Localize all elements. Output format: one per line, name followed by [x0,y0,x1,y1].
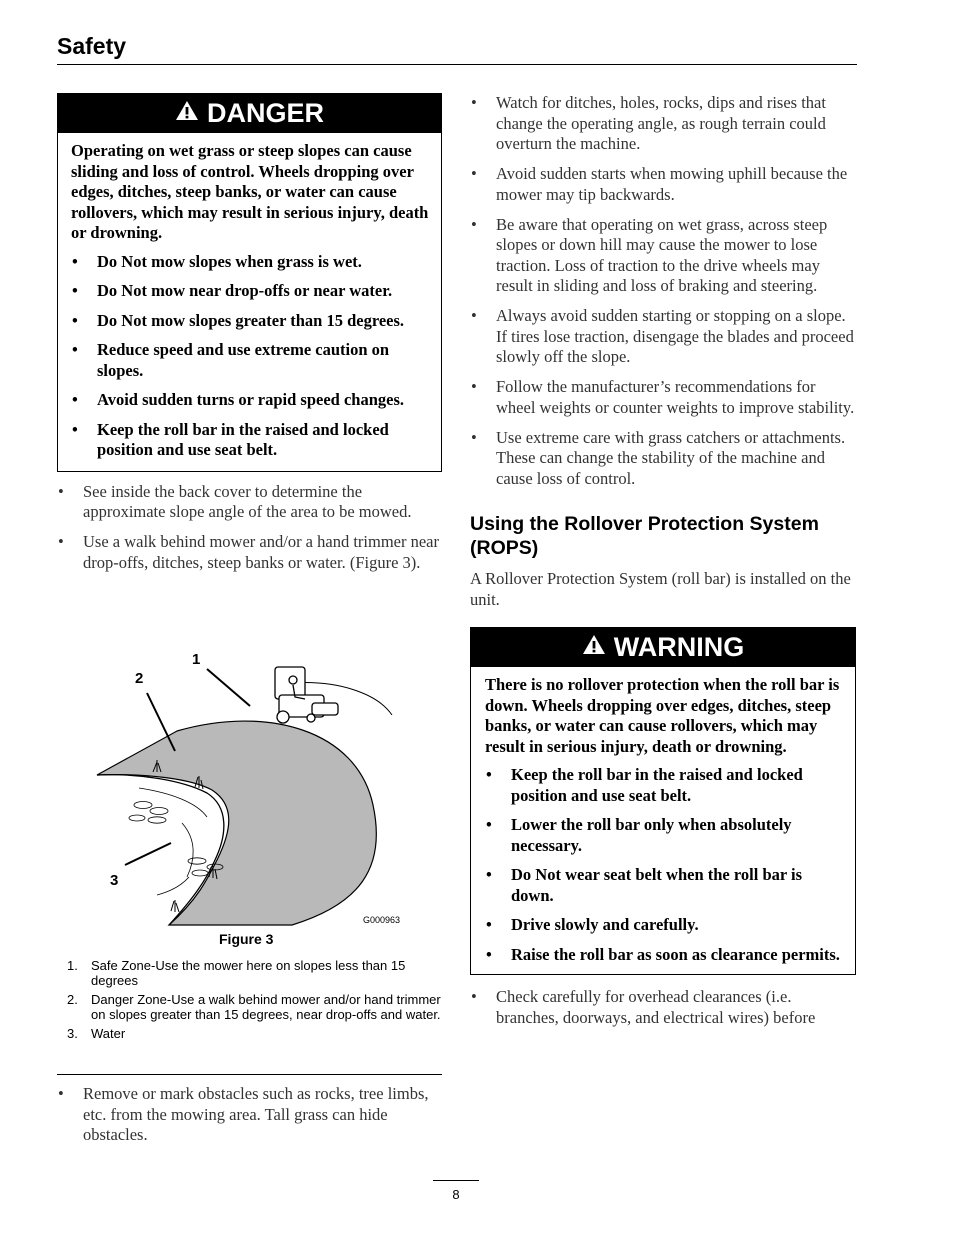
legend-text: Water [91,1026,126,1041]
bullet-dot: • [471,427,477,447]
danger-item [71,252,429,273]
warning-body [471,667,855,974]
right-column [470,93,856,1038]
figure-legend [57,958,442,1045]
bullet-dot: • [58,532,64,551]
page-number: 8 [433,1180,479,1202]
danger-item-text: Do Not mow slopes when grass is wet. [97,251,362,271]
danger-item-text: Do Not mow near drop-offs or near water. [97,281,393,300]
danger-item [71,390,429,411]
list-item [470,428,856,490]
list-item-text: Be aware that operating on wet grass, across steep slopes or down hill may cause the mower to lose traction. Loss of traction to the drive wheels may result in sliding and loss of braking and steering. [496,214,828,295]
bullet-dot: • [58,1084,64,1103]
bullet-dot: • [471,214,477,234]
warning-item-text: Drive slowly and carefully. [511,915,699,934]
warning-label: WARNING [613,632,745,662]
list-item-text: Use extreme care with grass catchers or attachments. These can change the stability of the machine and cause loss of control. [496,427,846,488]
bullet-dot: • [471,306,477,325]
bullet-dot: • [486,765,492,784]
figure-caption: Figure 3 [219,931,274,947]
bullet-dot: • [471,164,477,183]
figure-callout-3: 3 [110,872,119,889]
warning-header [471,628,855,667]
warning-callout [470,627,856,975]
list-item [470,987,856,1028]
terrain-bullets [470,93,856,489]
warning-item-text: Raise the roll bar as soon as clearance permits. [511,944,840,964]
danger-item-text: Keep the roll bar in the raised and locked position and use seat belt. [97,419,389,459]
warning-item [485,815,845,856]
danger-item-text: Avoid sudden turns or rapid speed changes. [97,390,404,409]
bullet-dot: • [72,310,78,330]
warning-intro: There is no rollover protection when the roll bar is down. Wheels dropping over edges, ditches, steep banks, or water can cause rollovers, which may result in serious injury, death or drowning. [485,675,840,756]
legend-item [57,1026,442,1041]
danger-header [58,94,441,133]
legend-number: 1. [67,958,78,973]
left-column [57,93,442,583]
danger-list [71,252,429,461]
danger-item [71,420,429,461]
bullet-dot: • [486,815,492,834]
legend-text: Safe Zone-Use the mower here on slopes less than 15 degrees [91,958,406,988]
bullet-dot: • [72,419,78,439]
rops-intro: A Rollover Protection System (roll bar) is installed on the unit. [470,569,851,609]
list-item-text: Use a walk behind mower and/or a hand trimmer near drop-offs, ditches, steep banks or water. (Figure 3). [83,532,439,572]
list-item-text: Remove or mark obstacles such as rocks, tree limbs, etc. from the mowing area. Tall grass can hide obstacles. [83,1084,429,1144]
warning-item [485,945,845,966]
list-item [57,482,442,523]
list-item [470,377,856,418]
bullet-dot: • [72,251,78,271]
slope-bullets [57,482,442,574]
list-item-text: See inside the back cover to determine the approximate slope angle of the area to be mowed. [83,481,412,521]
danger-item-text: Reduce speed and use extreme caution on slopes. [97,340,390,380]
warning-triangle-icon [582,627,606,666]
slope-zone-illustration [57,645,442,945]
danger-item [71,311,429,332]
bullet-dot: • [72,340,78,359]
list-item [470,215,856,297]
list-item [470,164,856,205]
warning-triangle-icon [175,93,199,132]
danger-label: DANGER [206,98,324,128]
figure-code: G000963 [363,915,401,925]
clearance-bullets [470,987,856,1028]
legend-number: 2. [67,992,78,1007]
warning-item [485,915,845,936]
list-item-text: Avoid sudden starts when mowing uphill because the mower may tip backwards. [496,164,848,204]
danger-intro: Operating on wet grass or steep slopes can cause sliding and loss of control. Wheels dropping over edges, ditches, steep banks, or water can cause rollovers, which may result in serious injury, death or drowning. [71,141,429,242]
bullet-dot: • [58,481,64,501]
bullet-dot: • [72,281,78,300]
list-item-text: Follow the manufacturer’s recommendations for wheel weights or counter weights to improve stability. [496,377,855,417]
legend-text: Danger Zone-Use a walk behind mower and/or hand trimmer on slopes greater than 15 degrees, near drop-offs and water. [91,992,441,1022]
danger-item [71,340,429,381]
list-item [57,532,442,573]
list-item [470,306,856,368]
legend-item [57,992,442,1022]
list-item-text: Check carefully for overhead clearances (i.e. branches, doorways, and electrical wires) before [496,987,816,1027]
legend-number: 3. [67,1026,78,1041]
warning-item [485,765,845,806]
list-item [470,93,856,155]
header-divider [57,64,857,65]
bullet-dot: • [72,390,78,409]
list-item [57,1084,442,1146]
warning-list [485,765,845,965]
warning-item [485,865,845,906]
bullet-dot: • [486,865,492,884]
bullet-dot: • [486,915,492,934]
warning-item-text: Do Not wear seat belt when the roll bar is down. [511,865,803,905]
figure-callout-2: 2 [135,670,144,687]
rops-heading: Using the Rollover Protection System (ROPS) [470,513,819,559]
bullet-dot: • [471,987,477,1006]
legend-item [57,958,442,988]
warning-item-text: Lower the roll bar only when absolutely necessary. [511,815,792,855]
warning-item-text: Keep the roll bar in the raised and locked position and use seat belt. [511,765,803,805]
danger-item [71,281,429,302]
danger-item-text: Do Not mow slopes greater than 15 degrees. [97,310,405,330]
bullet-dot: • [486,944,492,964]
page-section-title: Safety [57,33,127,59]
danger-body [58,133,441,471]
list-item-text: Watch for ditches, holes, rocks, dips and rises that change the operating angle, as rough terrain could overturn the machine. [496,93,826,153]
legend-divider [57,1074,442,1075]
figure-callout-1: 1 [192,651,201,668]
danger-callout [57,93,442,472]
bullet-dot: • [471,93,477,112]
list-item-text: Always avoid sudden starting or stopping on a slope. If tires lose traction, disengage the blades and proceed slowly off the slope. [496,306,854,366]
bullet-dot: • [471,377,477,396]
obstacle-bullets [57,1084,442,1155]
